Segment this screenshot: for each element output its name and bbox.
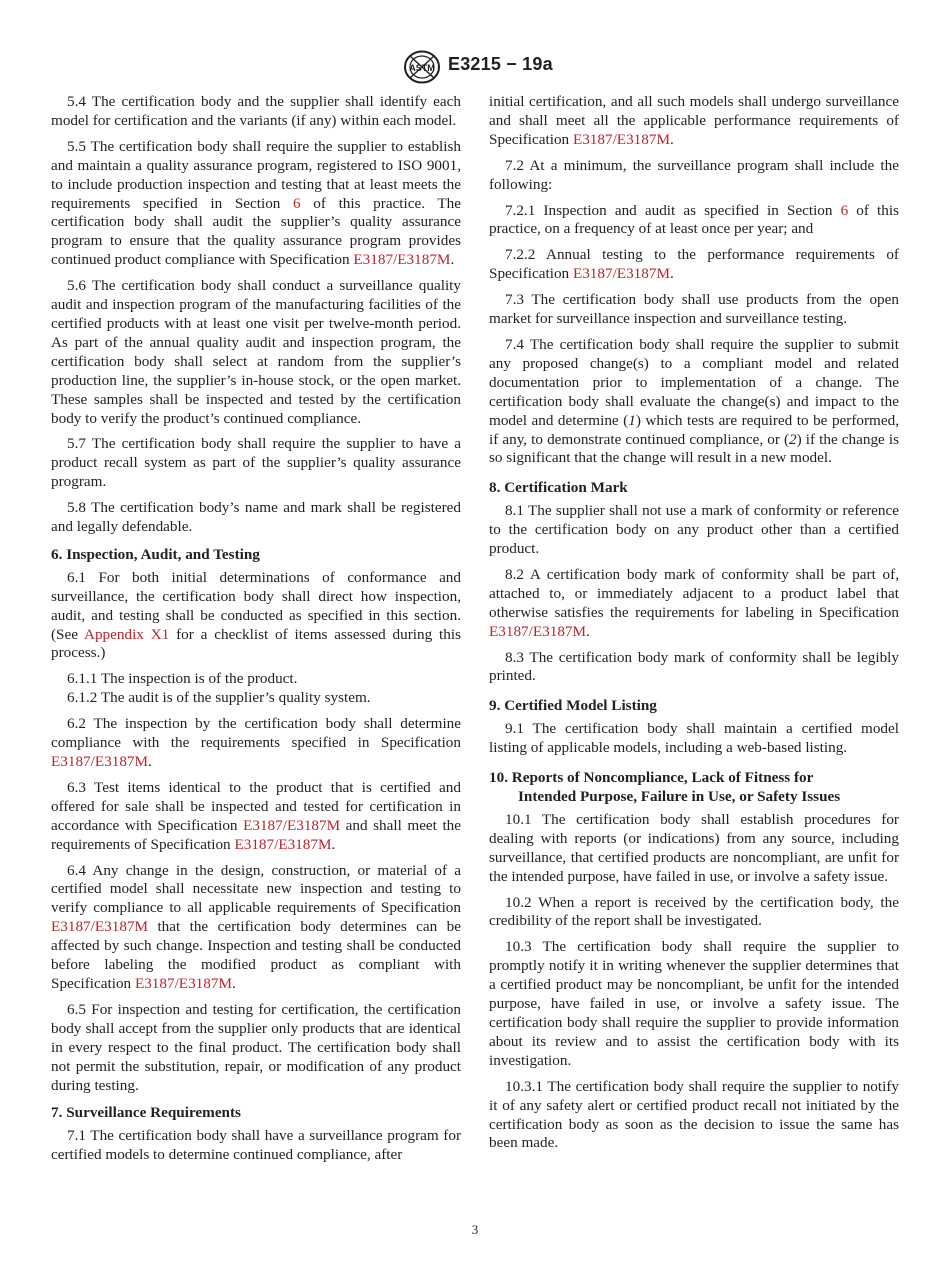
section-6-heading: 6. Inspection, Audit, and Testing <box>51 545 260 563</box>
text: 6.3 Test items identical to the product that is certified and offered for sale shall be inspected and tested for certification in accordance with Specification <box>51 778 461 834</box>
text: of this practice. The certification body shall audit the supplier’s quality assurance program to ensure that the quality assurance program provides continued product compliance with Specification <box>51 194 461 269</box>
text: 7.2.1 Inspection and audit as specified in Section <box>505 201 841 219</box>
paragraph-5-6: 5.6 The certification body shall conduct a surveillance quality audit and inspection program of the manufacturing facilities of the certified products with at least one visit per twelve-month period. As part of the annual quality audit and inspection program, the certification body shall select at random from the supplier’s production line, the supplier’s in-house stock, or the open market. These samples shall be inspected and tested by the certification body to verify the product’s continued compliance. <box>51 277 461 427</box>
paragraph-7-2: 7.2 At a minimum, the surveillance program shall include the following: <box>489 156 899 193</box>
text: and shall meet the requirements of Specification <box>51 816 461 853</box>
logo-text: ASTM <box>409 63 435 73</box>
text: . <box>586 622 590 640</box>
text: . <box>331 835 336 853</box>
paragraph-9-1: 9.1 The certification body shall maintain a certified model listing of applicable models, including a web-based listing. <box>489 720 899 757</box>
paragraph-10-2: 10.2 When a report is received by the certification body, the credibility of the report shall be investigated. <box>489 893 899 930</box>
paragraph-6-2 <box>51 715 461 772</box>
spec-e3187-link[interactable]: E3187/E3187M <box>353 251 451 269</box>
paragraph-5-7: 5.7 The certification body shall require the supplier to have a product recall system as part of the supplier’s quality assurance program. <box>51 435 461 491</box>
paragraph-7-2-1 <box>489 202 899 240</box>
spec-e3187-link[interactable]: E3187/E3187M <box>572 130 670 148</box>
text: 6.4 Any change in the design, construction, or material of a certified model shall necessitate new inspection and testing to verify compliance to all applicable requirements of Specification <box>51 861 461 917</box>
heading-line: Intended Purpose, Failure in Use, or Safety Issues <box>518 788 841 805</box>
heading-line: 10. Reports of Noncompliance, Lack of Fitness for <box>489 769 814 787</box>
paragraph-6-5: 6.5 For inspection and testing for certification, the certification body shall accept from the supplier only products that are identical in every respect to the final product. The certification body shall not permit the substitution, repair, or modification of any product during testing. <box>51 1000 461 1094</box>
page-header <box>0 50 950 86</box>
text: initial certification, and all such models shall undergo surveillance and shall meet all the applicable performance requirements of Specification <box>489 93 899 148</box>
italic-numeral: 2 <box>789 430 797 448</box>
right-column <box>489 93 899 1160</box>
appendix-x1-link[interactable]: Appendix X1 <box>83 625 170 643</box>
text: that the certification body determines can be affected by such change. Inspection and testing shall be conducted before labeling the modified product as compliant with Specification <box>51 918 461 992</box>
spec-e3187-link[interactable]: E3187/E3187M <box>489 622 587 640</box>
paragraph-7-1-continued <box>489 93 899 150</box>
spec-e3187-link[interactable]: E3187/E3187M <box>572 265 670 283</box>
text: . <box>450 251 455 269</box>
astm-logo-icon <box>403 50 441 84</box>
section-6-link[interactable]: 6 <box>293 194 301 212</box>
text: for a checklist of items assessed during this process.) <box>51 625 461 662</box>
paragraph-8-2 <box>489 566 899 642</box>
paragraph-8-3: 8.3 The certification body mark of conformity shall be legibly printed. <box>489 648 899 685</box>
paragraph-5-8: 5.8 The certification body’s name and mark shall be registered and legally defendable. <box>51 499 461 536</box>
section-8-heading: 8. Certification Mark <box>489 479 628 497</box>
text: 6.2 The inspection by the certification body shall determine compliance with the requirements specified in Specification <box>51 715 461 752</box>
spec-e3187-link[interactable]: E3187/E3187M <box>243 816 341 834</box>
spec-e3187-link[interactable]: E3187/E3187M <box>234 835 332 853</box>
text: . <box>669 130 674 148</box>
paragraph-5-5 <box>51 138 461 270</box>
document-designation: E3215 − 19a <box>448 54 553 74</box>
paragraph-6-3 <box>51 779 461 855</box>
paragraph-6-1 <box>51 569 461 664</box>
paragraph-6-1-2: 6.1.2 The audit is of the supplier’s quality system. <box>67 689 371 707</box>
text: 7.2.2 Annual testing to the performance requirements of Specification <box>489 246 899 283</box>
italic-numeral: 1 <box>628 411 636 429</box>
text: ) which tests are required to be performed, if any, to demonstrate continued compliance, or ( <box>489 411 899 448</box>
paragraph-10-3: 10.3 The certification body shall require the supplier to promptly notify it in writing whenever the supplier determines that a certified product may be noncompliant, be unfit for the intended purpose, have failed in use, or involve a safety issue. The certification body shall require the supplier to provide information about its review and to assist the certification body with its investigation. <box>489 938 899 1069</box>
paragraph-6-1-1: 6.1.1 The inspection is of the product. <box>67 670 298 688</box>
paragraph-6-4 <box>51 862 461 994</box>
text: 5.5 The certification body shall require the supplier to establish and maintain a quality assurance program, registered to ISO 9001, to include production inspection and testing that at least meets the requirements specified in Section <box>51 137 461 212</box>
text: 8.2 A certification body mark of conformity shall be part of, attached to, or immediately adjacent to a product label that otherwise satisfies the requirements for labeling in Specification <box>489 565 899 621</box>
paragraph-8-1: 8.1 The supplier shall not use a mark of conformity or reference to the certification body on any product other than a certified product. <box>489 502 899 558</box>
paragraph-5-4: 5.4 The certification body and the supplier shall identify each model for certification and the variants (if any) within each model. <box>51 93 461 129</box>
left-column <box>51 93 461 1165</box>
text: . <box>669 265 674 283</box>
text: of this practice, on a frequency of at least once per year; and <box>489 201 899 238</box>
paragraph-10-3-1: 10.3.1 The certification body shall require the supplier to notify it of any safety alert or certified product recall not initiated by the certification body as soon as the decision to issue the same has been made. <box>489 1077 899 1152</box>
section-7-heading: 7. Surveillance Requirements <box>51 1104 241 1122</box>
spec-e3187-link[interactable]: E3187/E3187M <box>51 918 149 936</box>
text: . <box>148 753 152 770</box>
spec-e3187-link[interactable]: E3187/E3187M <box>134 974 232 992</box>
paragraph-7-4 <box>489 336 899 468</box>
text: ) if the change is so significant that the change will result in a new model. <box>489 430 899 467</box>
paragraph-10-1: 10.1 The certification body shall establish procedures for dealing with reports (or indications) from any source, including surveillance, that certified products are noncompliant, are unfit for the intended purpose, have failed in use, or involve a safety issue. <box>489 810 899 885</box>
text: 7.4 The certification body shall require the supplier to submit any proposed change(s) to a compliant model and related documentation prior to implementation of a change. The certification body shall evaluate the change(s) and impact to the model and determine ( <box>489 335 899 429</box>
paragraph-7-3: 7.3 The certification body shall use products from the open market for surveillance inspection and surveillance testing. <box>489 291 899 328</box>
text: 6.1 For both initial determinations of conformance and surveillance, the certification body shall direct how inspection, audit, and testing shall be conducted as specified in this section. (See <box>51 568 461 643</box>
section-6-link[interactable]: 6 <box>840 201 849 219</box>
page-number: 3 <box>471 1222 479 1237</box>
section-10-heading <box>489 769 899 807</box>
paragraph-7-2-2 <box>489 246 899 284</box>
paragraph-7-1-start: 7.1 The certification body shall have a surveillance program for certified models to determine continued compliance, after <box>51 1127 461 1164</box>
text: . <box>231 974 236 992</box>
spec-e3187-link[interactable]: E3187/E3187M <box>51 753 149 770</box>
section-9-heading: 9. Certified Model Listing <box>489 697 657 715</box>
